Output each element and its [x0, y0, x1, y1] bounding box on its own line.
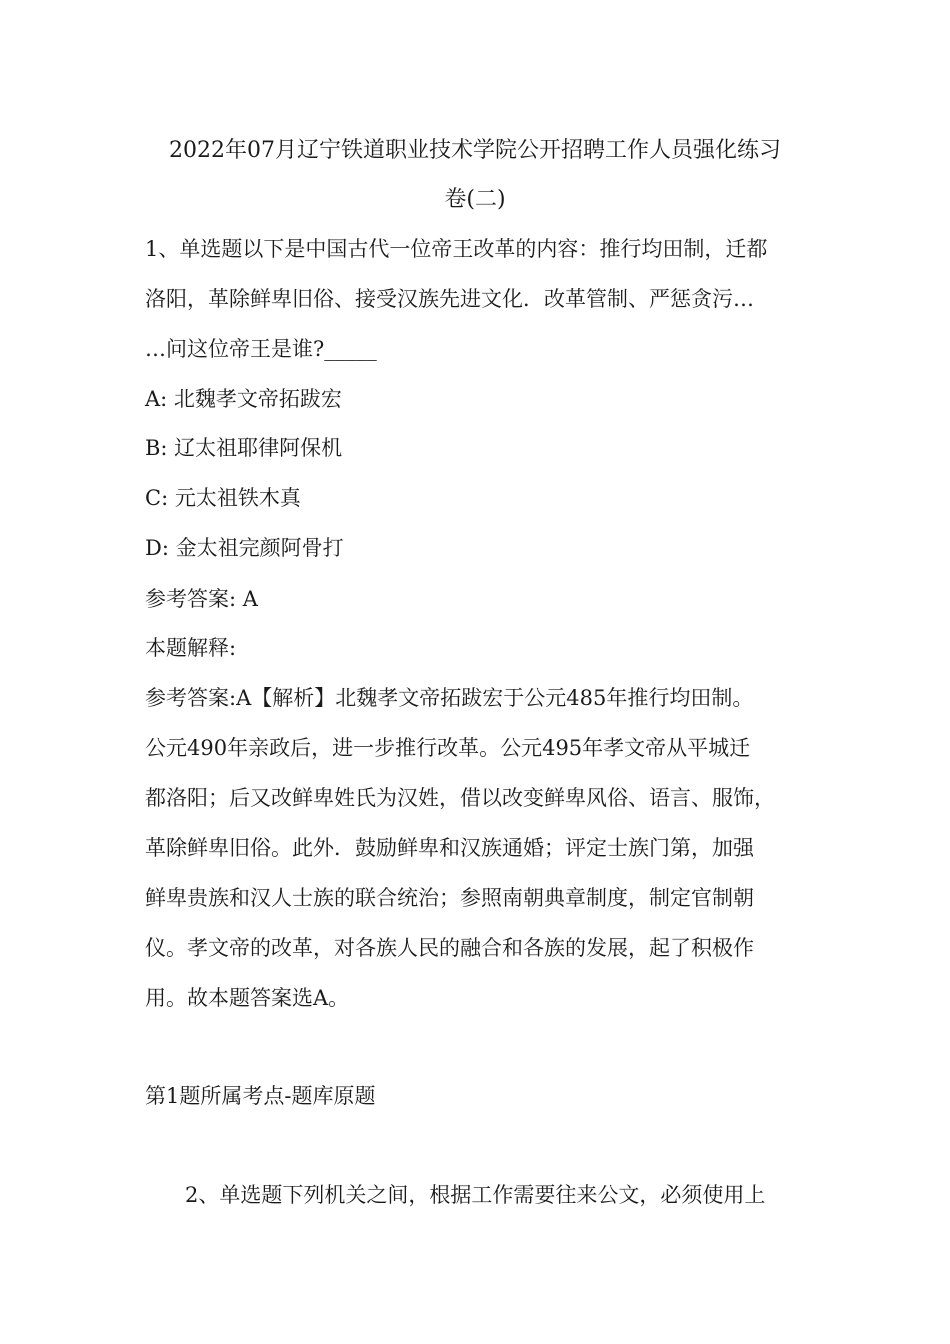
question-1-explanation-line-6: 仪。孝文帝的改革，对各族人民的融合和各族的发展，起了积极作: [145, 936, 754, 960]
question-1-option-b: B: 辽太祖耶律阿保机: [145, 436, 343, 460]
question-1-explanation-heading: 本题解释:: [145, 636, 237, 660]
question-1-stem-line-2: 洛阳，革除鲜卑旧俗、接受汉族先进文化．改革管制、严惩贪污…: [145, 287, 754, 311]
question-1-stem-line-3: …问这位帝王是谁?_____: [145, 337, 377, 361]
question-1-option-c: C: 元太祖铁木真: [145, 486, 301, 510]
question-1-explanation-line-4: 革除鲜卑旧俗。此外．鼓励鲜卑和汉族通婚；评定士族门第，加强: [145, 836, 754, 860]
question-1-answer: 参考答案: A: [145, 587, 258, 611]
question-1-option-a: A: 北魏孝文帝拓跋宏: [145, 387, 342, 411]
document-title-line-2: 卷(二): [444, 187, 506, 212]
question-1-option-d: D: 金太祖完颜阿骨打: [145, 536, 344, 560]
question-1-explanation-line-1: 参考答案:A【解析】北魏孝文帝拓跋宏于公元485年推行均田制。: [145, 686, 754, 710]
question-1-explanation-line-7: 用。故本题答案选A。: [145, 986, 350, 1010]
document-title-line-1: 2022年07月辽宁铁道职业技术学院公开招聘工作人员强化练习: [169, 138, 781, 163]
question-1-explanation-line-5: 鲜卑贵族和汉人士族的联合统治；参照南朝典章制度，制定官制朝: [145, 886, 754, 910]
question-1-stem-line-1: 1、单选题以下是中国古代一位帝王改革的内容：推行均田制，迁都: [145, 237, 768, 261]
question-1-explanation-line-3: 都洛阳；后又改鲜卑姓氏为汉姓，借以改变鲜卑风俗、语言、服饰，: [145, 786, 775, 810]
question-1-explanation-line-2: 公元490年亲政后，进一步推行改革。公元495年孝文帝从平城迁: [145, 736, 751, 760]
question-2-stem-line-1: 2、单选题下列机关之间，根据工作需要往来公文，必须使用上: [185, 1183, 766, 1207]
question-1-topic: 第1题所属考点-题库原题: [145, 1084, 376, 1108]
